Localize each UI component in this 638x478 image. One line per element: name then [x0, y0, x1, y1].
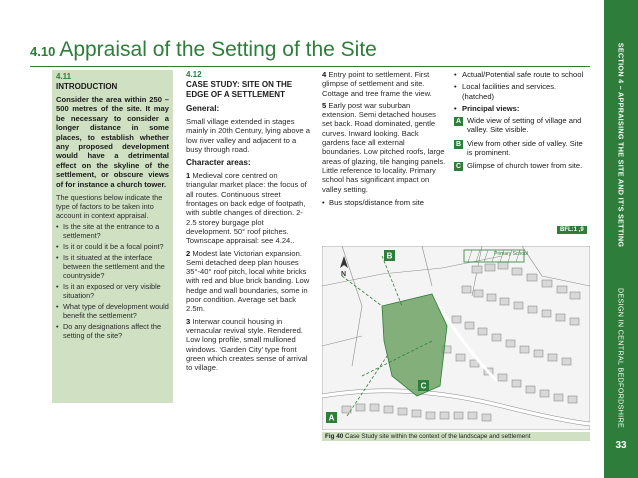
character-area-3: 3 Interwar council housing in vernacular revival style. Rendered. Low long profile, small mullioned windows. ‘Garden City’ type front green which creates sense of arrival to village. [186, 316, 308, 373]
list-item: • Local facilities and services. (hatched) [454, 82, 590, 101]
view-b: B View from other side of valley. Site is prominent. [455, 138, 583, 158]
general-label: General: [186, 104, 220, 113]
view-badge-b: B [455, 140, 462, 148]
views-column [454, 70, 590, 175]
page-title [30, 38, 377, 62]
view-badge-c: C [455, 163, 462, 171]
intro-questions-lead: The questions below indicate the type of factors to be taken into account in context appraisal. [56, 193, 163, 221]
svg-text:N: N [341, 271, 347, 278]
list-item: • Bus stops/distance from site [322, 198, 446, 207]
intro-heading: INTRODUCTION [56, 82, 118, 91]
case-study-column-continued [322, 70, 446, 207]
character-area-2: 2 Modest late Victorian expansion. Semi detached deep plan houses 35°-40° roof pitch, local white bricks with red and blue brick banding. Low hedge and wall boundaries, some in poor condition. Average set back 2.5m. [186, 248, 310, 314]
intro-number: 4.11 [56, 72, 72, 81]
page-number: 33 [615, 440, 627, 451]
case-study-column [186, 70, 310, 372]
section-title: Appraisal of the Setting of the Site [59, 38, 377, 61]
list-item: • Is the site at the entrance to a settlement? [56, 222, 169, 240]
list-item: • What type of development would benefit the settlement? [56, 302, 169, 320]
view-badge-a: A [455, 118, 462, 126]
col4-bullet-list [454, 70, 590, 113]
svg-text:A: A [328, 413, 335, 423]
list-item: • Is it an exposed or very visible situation? [56, 282, 169, 300]
reference-tag: BFL:1 ,9 [557, 226, 587, 234]
case-study-map [322, 246, 590, 430]
character-areas-label: Character areas: [186, 158, 251, 168]
figure-caption: Fig 40 Case Study site within the context of the landscape and settlement [322, 432, 590, 441]
general-text: Small village extended in stages mainly in 20th Century, lying above a low river valley and adjacent to a busy through road. [186, 117, 310, 154]
intro-question-list [56, 222, 169, 340]
sidebar-section-title: SECTION 4 – APPRAISING THE SITE AND IT'S SETTING [616, 42, 626, 248]
character-area-4: 4 Entry point to settlement. First glimpse of settlement and site. Cottage and tree frame the view. [322, 70, 432, 98]
character-area-5: 5 Early post war suburban extension. Semi detached houses set back. Road dominated, gentle curves. Inward looking. Back gardens face all external boundaries. Low pitched roofs, large areas of glazing, tile hanging panels. Little reference to locality. Primary school has significant impact on valley setting. [322, 100, 446, 194]
list-item: • Is it or could it be a focal point? [56, 242, 169, 251]
figure-number: Fig 40 [325, 433, 344, 440]
principal-views-label: • Principal views: [454, 104, 590, 113]
intro-bold-text: Consider the area within 250 – 500 metres of the site. It may be necessary to consider a longer distance in some places, to establish whether any proposed development would have a detrimental effect on the skyline of the settlement, or obscure views of for instance a church tower. [56, 95, 169, 189]
view-a: A Wide view of setting of village and valley. Site visible. [455, 116, 582, 135]
list-item: • Is it situated at the interface between the settlement and the countryside? [56, 253, 169, 280]
section-number: 4.10 [30, 44, 56, 59]
title-rule [30, 66, 590, 67]
introduction-panel [52, 70, 173, 403]
primary-school-label: Primary School [494, 251, 528, 257]
sidebar-guide-title: DESIGN IN CENTRAL BEDFORDSHIRE [616, 287, 626, 429]
character-area-1: 1 Medieval core centred on triangular market place: the focus of all routes. Continuous street frontages on back edge of footpath, with subtle changes of direction. 2-2.5 storey burgage plot development. 50° roof pitches. Townscape appraisal: see 4.24.. [186, 171, 307, 246]
col3-bullet-list [322, 198, 446, 207]
list-item: • Actual/Potential safe route to school [454, 70, 590, 79]
list-item: • Do any designations affect the setting of the site? [56, 322, 169, 340]
view-c: C Glimpse of church tower from site. [455, 161, 583, 171]
case-heading: CASE STUDY: SITE ON THE EDGE OF A SETTLEMENT [186, 80, 293, 99]
svg-text:C: C [420, 381, 427, 391]
case-number: 4.12 [186, 70, 202, 79]
svg-text:B: B [386, 251, 393, 261]
